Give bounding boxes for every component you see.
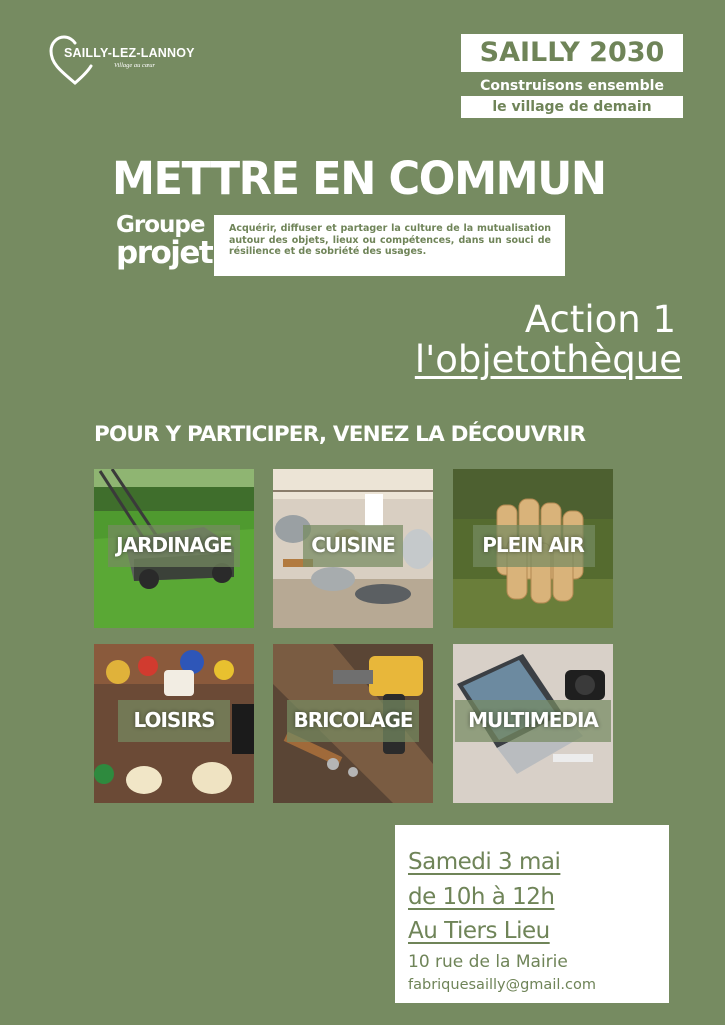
group-label-line1: Groupe [116,212,205,238]
category-label: MULTIMEDIA [468,708,598,732]
group-label [116,212,213,271]
logo-name: SAILLY-LEZ-LANNOY [64,46,195,60]
program-title: SAILLY 2030 [461,34,683,72]
category-label: CUISINE [311,533,395,557]
event-time: de 10h à 12h [408,883,555,910]
program-subtitle-line1: Construisons ensemble [480,78,664,94]
event-address: 10 rue de la Mairie [408,951,568,972]
category-tile-loisirs [94,644,254,803]
category-label: BRICOLAGE [293,708,413,732]
action-name: l'objetothèque [414,338,682,381]
action-title: Action 1 [524,298,676,341]
main-headline: METTRE EN COMMUN [112,152,606,205]
category-tile-cuisine [273,469,433,628]
logo-tagline: Village au cœur [114,62,156,69]
group-description: Acquérir, diffuser et partager la culture de la mutualisation autour des objets, lieux ou compétences, dans un souci de résilience et de sobriété des usages. [214,215,565,276]
heart-outline-icon [48,34,108,86]
event-info-panel [395,825,669,1003]
event-email: fabriquesailly@gmail.com [408,976,596,993]
category-tile-plein-air [453,469,613,628]
call-to-action: POUR Y PARTICIPER, VENEZ LA DÉCOUVRIR [94,422,586,447]
category-label: JARDINAGE [116,533,232,557]
category-tile-multimedia [453,644,613,803]
event-date: Samedi 3 mai [408,849,561,875]
category-tile-bricolage [273,644,433,803]
category-label: LOISIRS [133,708,215,732]
event-place: Au Tiers Lieu [408,918,550,944]
category-label: PLEIN AIR [482,533,584,557]
village-logo [48,34,218,86]
category-tile-jardinage [94,469,254,628]
group-label-line2: projet [116,235,213,271]
program-subtitle-line2: le village de demain [461,96,683,118]
